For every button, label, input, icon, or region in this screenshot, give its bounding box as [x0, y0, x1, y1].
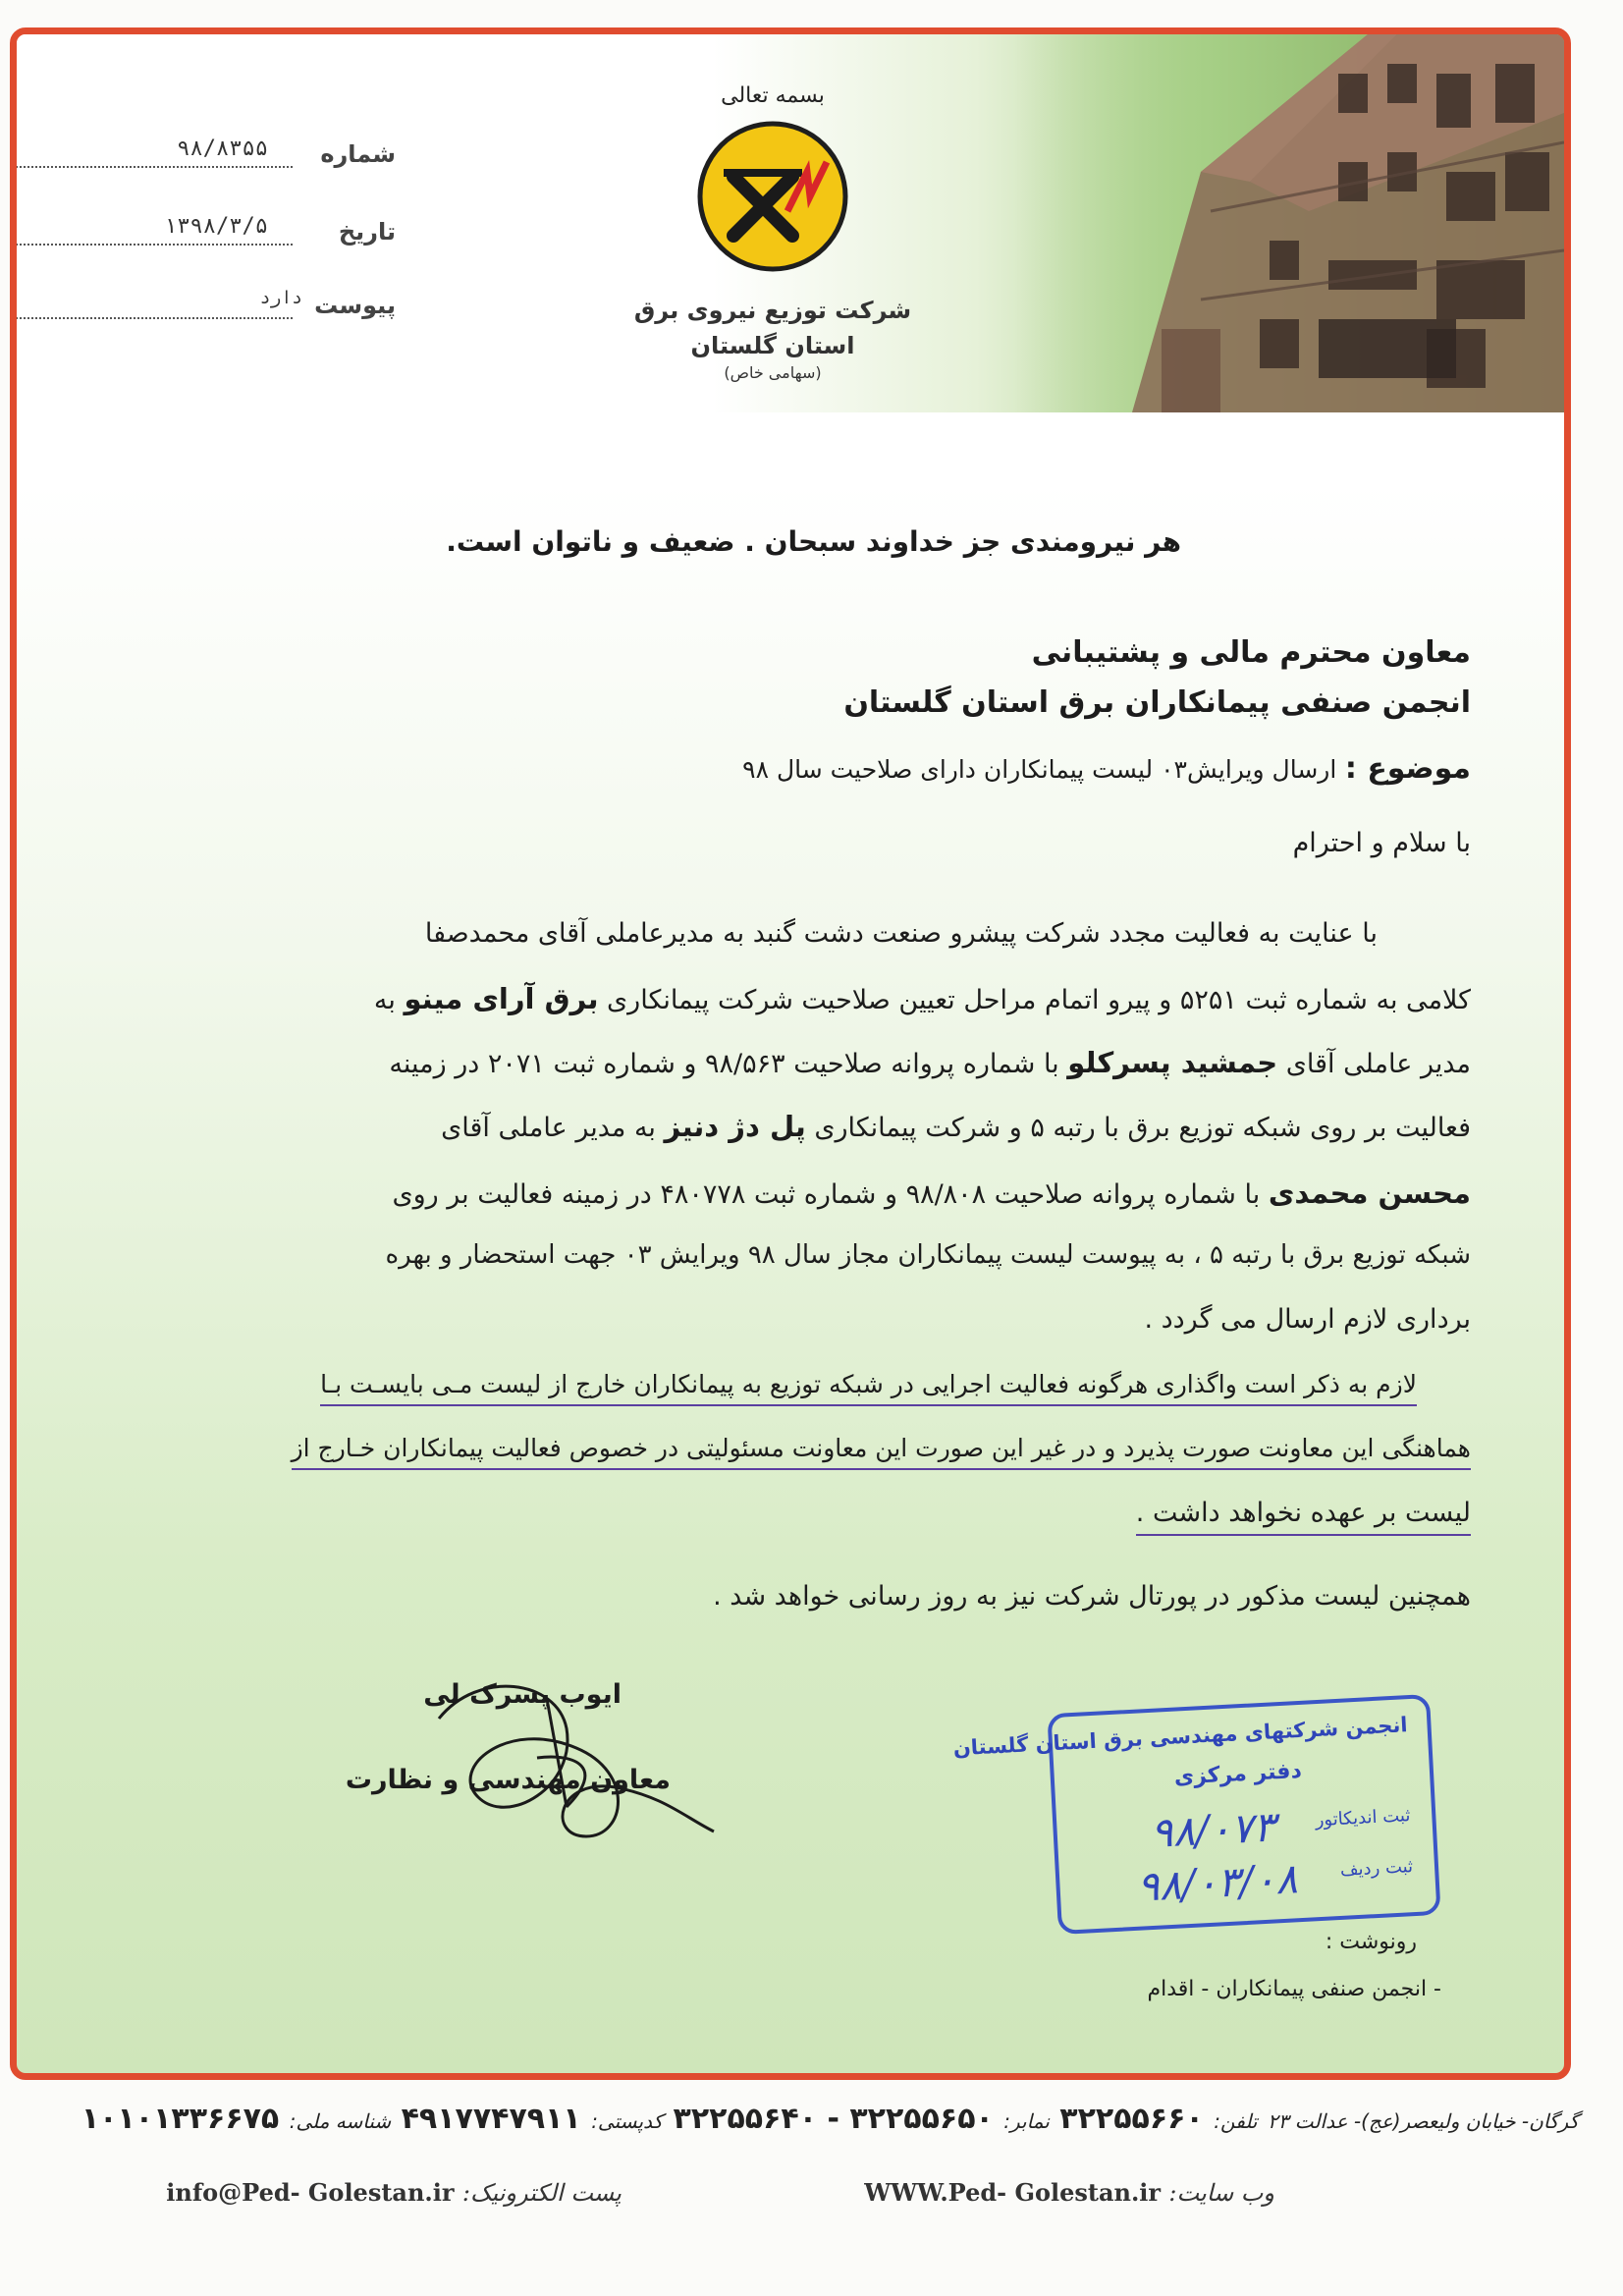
- footer-postal-label: کدپستی:: [591, 2109, 664, 2133]
- p1-l3-text-a: مدیر عاملی آقای: [1285, 1049, 1471, 1079]
- number-value: ۹۸/۸۳۵۵: [177, 137, 268, 161]
- building-photo: [1014, 34, 1564, 412]
- p1-l2-text-a: کلامی به شماره ثبت ۵۲۵۱ و پیرو اتمام مراحل تعیین صلاحیت شرکت پیمانکاری: [607, 985, 1471, 1015]
- building-illustration: [1014, 34, 1564, 412]
- paragraph-1-line-7: برداری لازم ارسال می گردد .: [1144, 1304, 1471, 1335]
- p2-l3-text: لیست بر عهده نخواهد داشت .: [1136, 1498, 1471, 1536]
- paragraph-1-line-3: [389, 1046, 1471, 1079]
- stamp-indicator-value: ۹۸/۰۷۳: [1149, 1802, 1276, 1857]
- paragraph-3: همچنین لیست مذکور در پورتال شرکت نیز به روز رسانی خواهد شد .: [713, 1581, 1471, 1612]
- p1-l4-text-a: فعالیت بر روی شبکه توزیع برق با رتبه ۵ و شرکت پیمانکاری: [814, 1113, 1471, 1143]
- subject-line: [742, 751, 1471, 786]
- p1-l2-text-c: به: [373, 985, 396, 1015]
- p1-l3-text-c: با شماره پروانه صلاحیت ۹۸/۵۶۳ و شماره ثبت ۲۰۷۱ در زمینه: [389, 1049, 1059, 1079]
- company-type: (سهامی خاص): [724, 363, 822, 382]
- subject-label: موضوع :: [1344, 751, 1471, 786]
- footer-email: [166, 2178, 622, 2207]
- footer-national-id-label: شناسه ملی:: [289, 2109, 392, 2133]
- bismillah: بسمه تعالی: [721, 83, 825, 108]
- footer-national-id: ۱۰۱۰۱۳۳۶۶۷۵: [81, 2102, 280, 2136]
- footer-email-address[interactable]: info@Ped- Golestan.ir: [166, 2178, 455, 2207]
- paragraph-1-line-5: [392, 1176, 1471, 1210]
- date-dotted-line: [10, 244, 293, 246]
- footer-website: [864, 2178, 1274, 2207]
- attachment-label: پیوست: [314, 292, 396, 319]
- company-logo-block: [625, 83, 920, 417]
- handwritten-signature: [419, 1660, 733, 1866]
- stamp-row-value: ۹۸/۰۳/۰۸: [1135, 1854, 1299, 1911]
- stamp-office: دفتر مرکزی: [1173, 1758, 1303, 1790]
- footer-email-label: پست الکترونیک:: [461, 2179, 622, 2207]
- footer-phone-label: تلفن:: [1214, 2109, 1258, 2133]
- footer-postal: ۴۹۱۷۷۴۷۹۱۱: [401, 2102, 581, 2136]
- footer-phone: ۳۲۲۵۵۶۶۰: [1059, 2102, 1204, 2136]
- date-label: تاریخ: [338, 218, 396, 246]
- footer-fax: ۳۲۲۵۵۶۵۰ - ۳۲۲۵۵۶۴۰: [673, 2102, 994, 2136]
- attachment-dotted-line: [10, 317, 293, 319]
- p1-l4-text-c: به مدیر عاملی آقای: [441, 1113, 656, 1143]
- paragraph-2-line-1: [320, 1370, 1417, 1398]
- company-name: شرکت توزیع نیروی برق: [633, 297, 912, 324]
- footer-contact-line: [81, 2102, 1579, 2136]
- stamp-org: انجمن شرکتهای مهندسی برق استان گلستان: [952, 1713, 1409, 1761]
- date-value: ۱۳۹۸/۳/۵: [164, 214, 268, 239]
- company-name-barq-aray-mino: برق آرای مینو: [404, 982, 599, 1015]
- stamp-row-label: ثبت ردیف: [1339, 1856, 1414, 1881]
- received-stamp: [952, 1694, 1440, 1935]
- person-name-jamshid: جمشید پسرکلو: [1067, 1046, 1278, 1079]
- attachment-field: [10, 288, 396, 331]
- company-province: استان گلستان: [690, 332, 855, 359]
- number-field: [10, 137, 396, 180]
- signatory-name: ایوب پسرک لی: [423, 1679, 622, 1710]
- paragraph-1-line-2: [374, 982, 1471, 1015]
- attachment-value: دارد: [259, 288, 302, 308]
- paragraph-2-line-3: [1136, 1498, 1471, 1528]
- recipient-line-1: معاون محترم مالی و پشتیبانی: [1031, 635, 1471, 670]
- date-field: [10, 214, 396, 257]
- paragraph-1-line-1: با عنایت به فعالیت مجدد شرکت پیشرو صنعت دشت گنبد به مدیرعاملی آقای محمدصفا: [424, 918, 1378, 949]
- p1-l5-text-b: با شماره پروانه صلاحیت ۹۸/۸۰۸ و شماره ثبت ۴۸۰۷۷۸ در زمینه فعالیت بر روی: [392, 1179, 1261, 1210]
- cc-label: رونوشت :: [1325, 1930, 1417, 1954]
- recipient-line-2: انجمن صنفی پیمانکاران برق استان گلستان: [843, 685, 1471, 720]
- footer-fax-label: نمابر:: [1003, 2109, 1050, 2133]
- footer-address: گرگان- خیابان ولیعصر(عج)- عدالت ۲۳: [1267, 2109, 1579, 2133]
- p2-l1-text: لازم به ذکر است واگذاری هرگونه فعالیت اجرایی در شبکه توزیع به پیمانکاران خارج از لیست مـی بایسـت بـا: [320, 1370, 1417, 1406]
- subject-text: ارسال ویرایش۰۳ لیست پیمانکاران دارای صلاحیت سال ۹۸: [742, 755, 1337, 784]
- person-name-mohsen: محسن محمدی: [1268, 1176, 1471, 1210]
- stamp-indicator-label: ثبت اندیکاتور: [1315, 1805, 1411, 1831]
- company-logo-icon: [694, 118, 851, 275]
- footer-website-url[interactable]: WWW.Ped- Golestan.ir: [864, 2178, 1162, 2207]
- greeting: با سلام و احترام: [1292, 828, 1471, 858]
- p2-l2-text: هماهنگی این معاونت صورت پذیرد و در غیر این صورت این معاونت مسئولیتی در خصوص فعالیت پیمانکاران خـارج از: [292, 1434, 1471, 1470]
- signatory-title: معاون مهندسی و نظارت: [345, 1765, 671, 1795]
- paragraph-2-line-2: [292, 1434, 1471, 1462]
- paragraph-1-line-6: شبکه توزیع برق با رتبه ۵ ، به پیوست لیست پیمانکاران مجاز سال ۹۸ ویرایش ۰۳ جهت استحضار و بهره: [385, 1240, 1471, 1270]
- footer-website-label: وب سایت:: [1168, 2179, 1274, 2207]
- company-name-pol-dezh-deniz: پل دژ دنیز: [664, 1110, 806, 1143]
- cc-line: - انجمن صنفی پیمانکاران - اقدام: [1147, 1977, 1441, 2001]
- paragraph-1-line-4: [441, 1110, 1471, 1143]
- number-dotted-line: [10, 166, 293, 168]
- number-label: شماره: [320, 140, 396, 168]
- letter-frame: [10, 27, 1571, 2080]
- motto: هر نیرومندی جز خداوند سبحان . ضعیف و ناتوان است.: [446, 525, 1181, 558]
